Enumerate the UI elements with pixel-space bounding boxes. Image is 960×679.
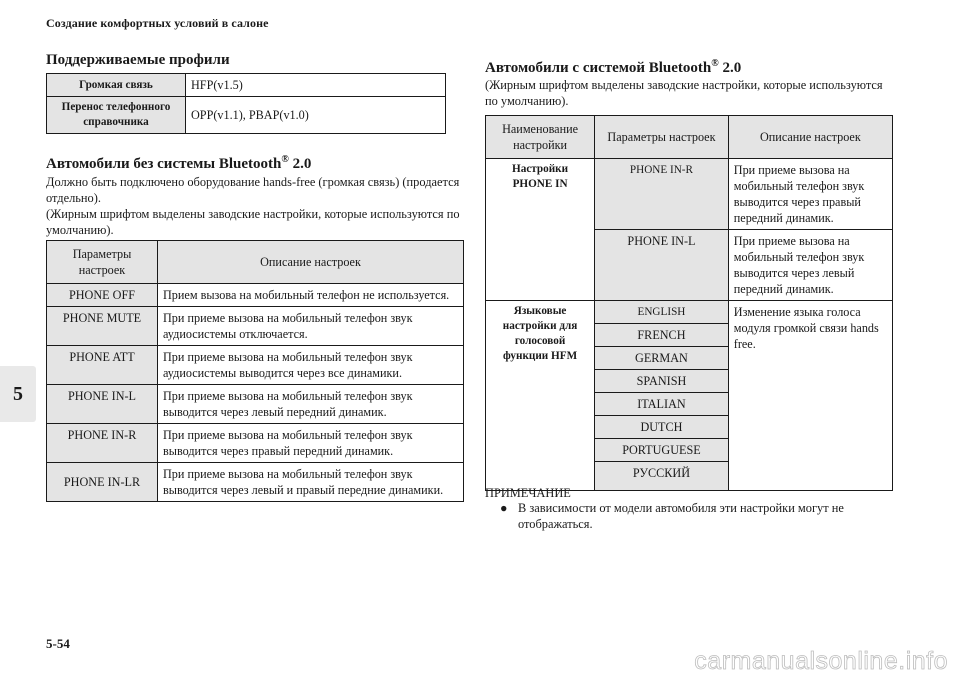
bt-title-text: Автомобили с системой Bluetooth — [485, 60, 712, 76]
table-row — [486, 159, 893, 230]
table-header-row — [486, 116, 893, 159]
column-header: Параметры настроек — [595, 116, 729, 159]
language-option: ENGLISH — [595, 301, 729, 324]
no-bt-intro-2: (Жирным шрифтом выделены заводские настройки, которые используются по умолчанию). — [46, 207, 460, 237]
registered-mark: ® — [711, 58, 719, 69]
setting-desc: При приеме вызова на мобильный телефон звук выводится через левый и правый передние динамики. — [158, 463, 464, 502]
language-option: GERMAN — [595, 347, 729, 370]
table-row — [47, 307, 464, 346]
language-option: ITALIAN — [595, 393, 729, 416]
column-header: Наименование настройки — [486, 116, 595, 159]
running-header: Создание комфортных условий в салоне — [46, 16, 269, 30]
profile-label: Перенос телефонного справочника — [47, 97, 186, 134]
table-row — [47, 463, 464, 502]
profile-value: HFP(v1.5) — [186, 74, 446, 97]
profile-value: OPP(v1.1), PBAP(v1.0) — [186, 97, 446, 134]
bt-title — [485, 58, 741, 77]
no-bt-title-text: Автомобили без системы Bluetooth — [46, 156, 282, 172]
setting-key: PHONE IN-LR — [47, 463, 158, 502]
language-option: FRENCH — [595, 324, 729, 347]
setting-desc: При приеме вызова на мобильный телефон звук выводится через левый передний динамик. — [158, 385, 464, 424]
language-option: РУССКИЙ — [595, 462, 729, 491]
language-option: PORTUGUESE — [595, 439, 729, 462]
setting-desc: При приеме вызова на мобильный телефон звук аудиосистемы выводится через все динамики. — [158, 346, 464, 385]
setting-key: PHONE IN-L — [595, 230, 729, 301]
profiles-title: Поддерживаемые профили — [46, 52, 230, 68]
table-row — [47, 424, 464, 463]
language-desc: Изменение языка голоса модуля громкой связи hands free. — [728, 301, 892, 491]
column-header: Описание настроек — [158, 241, 464, 284]
setting-key: PHONE IN-R — [595, 159, 729, 230]
no-bt-intro-1: Должно быть подключено оборудование hands-free (громкая связь) (продается отдельно). — [46, 175, 460, 205]
registered-mark: ® — [281, 154, 289, 165]
note-item — [500, 500, 878, 532]
setting-desc: При приеме вызова на мобильный телефон звук выводится через левый передний динамик. — [728, 230, 892, 301]
group-language: Языковые настройки для голосовой функции HFM — [486, 301, 595, 491]
table-row — [47, 284, 464, 307]
table-row — [47, 74, 446, 97]
note-label: ПРИМЕЧАНИЕ — [485, 486, 571, 500]
setting-desc: Прием вызова на мобильный телефон не используется. — [158, 284, 464, 307]
table-row — [47, 97, 446, 134]
setting-key: PHONE ATT — [47, 346, 158, 385]
column-header: Параметры настроек — [47, 241, 158, 284]
column-header: Описание настроек — [728, 116, 892, 159]
group-phone-in: Настройки PHONE IN — [486, 159, 595, 301]
table-header-row — [47, 241, 464, 284]
setting-key: PHONE IN-R — [47, 424, 158, 463]
page-number: 5-54 — [46, 636, 70, 651]
watermark: carmanualsonline.info — [694, 647, 948, 675]
profile-label: Громкая связь — [47, 74, 186, 97]
bt-title-suffix: 2.0 — [718, 60, 742, 76]
no-bt-title-suffix: 2.0 — [288, 156, 312, 172]
setting-key: PHONE MUTE — [47, 307, 158, 346]
profiles-table — [46, 73, 446, 134]
table-row — [486, 301, 893, 324]
bullet-icon: ● — [500, 501, 508, 515]
setting-desc: При приеме вызова на мобильный телефон звук выводится через правый передний динамик. — [158, 424, 464, 463]
bt-settings-table — [485, 115, 893, 491]
no-bt-title — [46, 154, 311, 173]
language-option: DUTCH — [595, 416, 729, 439]
setting-key: PHONE OFF — [47, 284, 158, 307]
bt-intro: (Жирным шрифтом выделены заводские настройки, которые используются по умолчанию). — [485, 78, 883, 108]
language-option: SPANISH — [595, 370, 729, 393]
no-bt-settings-table — [46, 240, 464, 502]
setting-desc: При приеме вызова на мобильный телефон звук выводится через правый передний динамик. — [728, 159, 892, 230]
setting-desc: При приеме вызова на мобильный телефон звук аудиосистемы отключается. — [158, 307, 464, 346]
chapter-tab: 5 — [0, 366, 36, 422]
setting-key: PHONE IN-L — [47, 385, 158, 424]
table-row — [47, 385, 464, 424]
table-row — [47, 346, 464, 385]
note-text: В зависимости от модели автомобиля эти настройки могут не отображаться. — [518, 501, 844, 531]
